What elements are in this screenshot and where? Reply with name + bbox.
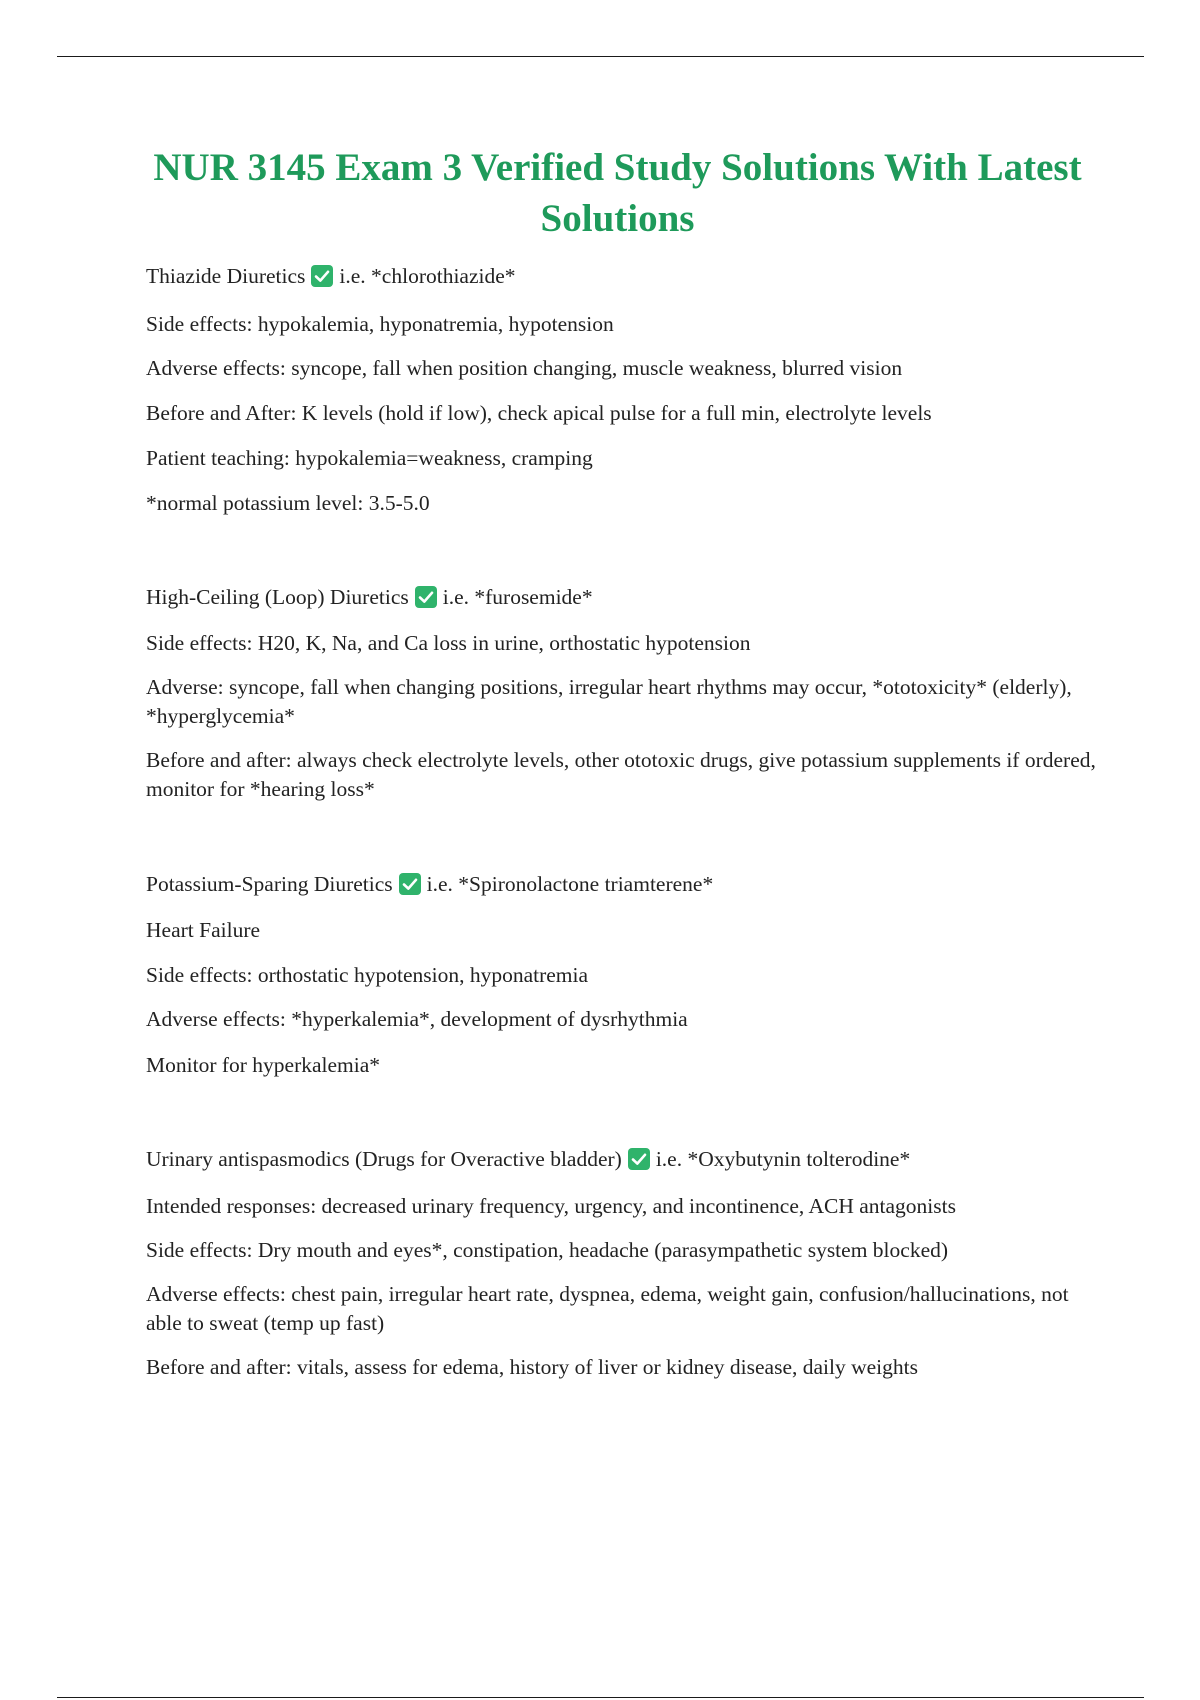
- section-heading-line: [146, 262, 1106, 291]
- top-rule: [57, 56, 1144, 57]
- section-line: Adverse effects: chest pain, irregular heart rate, dyspnea, edema, weight gain, confusion/hallucinations, not able to sweat (temp up fast): [146, 1282, 1069, 1335]
- check-box-icon: [399, 873, 421, 895]
- section-heading: Thiazide Diuretics: [146, 264, 306, 288]
- section-line: Side effects: Dry mouth and eyes*, constipation, headache (parasympathetic system blocked): [146, 1238, 949, 1262]
- section-line: *normal potassium level: 3.5-5.0: [146, 491, 430, 515]
- section-line: Adverse effects: syncope, fall when position changing, muscle weakness, blurred vision: [146, 356, 903, 380]
- section-heading-line: [146, 1145, 1106, 1174]
- section-line: Side effects: orthostatic hypotension, hyponatremia: [146, 963, 589, 987]
- section-example: i.e. *Oxybutynin tolterodine*: [655, 1147, 911, 1171]
- check-box-icon: [628, 1148, 650, 1170]
- section-line: Before and after: always check electrolyte levels, other ototoxic drugs, give potassium supplements if ordered, monitor for *hearing loss*: [146, 748, 1096, 801]
- section-line: Monitor for hyperkalemia*: [146, 1053, 381, 1077]
- check-box-icon: [415, 586, 437, 608]
- section-line: Intended responses: decreased urinary frequency, urgency, and incontinence, ACH antagonists: [146, 1194, 956, 1218]
- section-line: Adverse effects: *hyperkalemia*, development of dysrhythmia: [146, 1007, 688, 1031]
- section-line: Heart Failure: [146, 918, 261, 942]
- section-heading: Urinary antispasmodics (Drugs for Overactive bladder): [146, 1147, 622, 1171]
- section-line: Side effects: H20, K, Na, and Ca loss in urine, orthostatic hypotension: [146, 631, 751, 655]
- check-box-icon: [311, 265, 333, 287]
- section-heading-line: [146, 870, 1106, 899]
- section-line: Before and After: K levels (hold if low), check apical pulse for a full min, electrolyte levels: [146, 401, 932, 425]
- section-example: i.e. *chlorothiazide*: [339, 264, 516, 288]
- section-heading-line: [146, 583, 1106, 612]
- document-title: NUR 3145 Exam 3 Verified Study Solutions With Latest Solutions: [153, 146, 1082, 240]
- section-heading: High-Ceiling (Loop) Diuretics: [146, 585, 409, 609]
- section-line: Adverse: syncope, fall when changing positions, irregular heart rhythms may occur, *ototoxicity* (elderly), *hyperglycemia*: [146, 675, 1072, 728]
- section-example: i.e. *Spironolactone triamterene*: [426, 872, 714, 896]
- section-line: Side effects: hypokalemia, hyponatremia, hypotension: [146, 312, 614, 336]
- section-line: Patient teaching: hypokalemia=weakness, cramping: [146, 446, 593, 470]
- section-heading: Potassium-Sparing Diuretics: [146, 872, 393, 896]
- section-line: Before and after: vitals, assess for edema, history of liver or kidney disease, daily weights: [146, 1355, 918, 1379]
- bottom-rule: [57, 1697, 1144, 1698]
- section-example: i.e. *furosemide*: [442, 585, 593, 609]
